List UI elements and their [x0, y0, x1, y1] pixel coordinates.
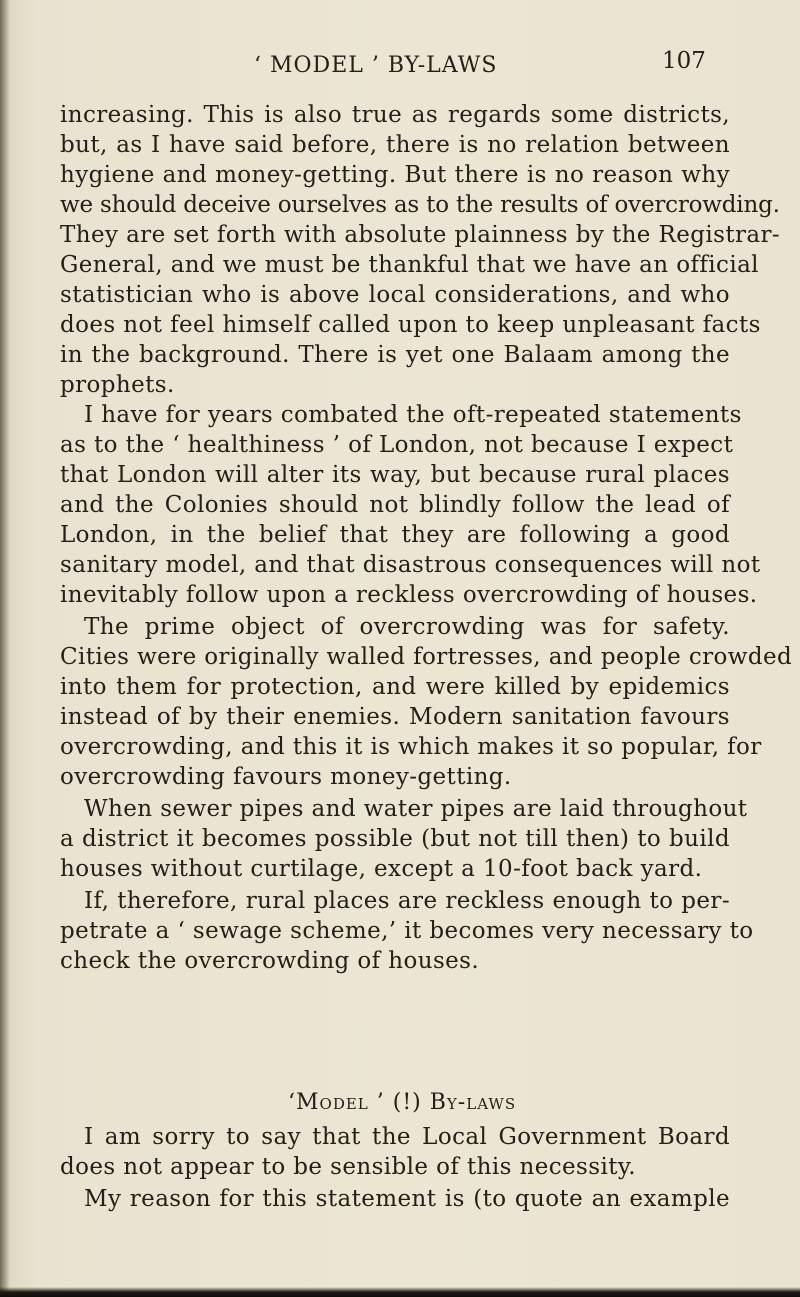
- text-line: petrate a ‘ sewage scheme,’ it becomes very necessary to: [60, 918, 754, 944]
- text-line: Cities were originally walled fortresses, and people crowded: [60, 644, 793, 670]
- text-line: inevitably follow upon a reckless overcrowding of houses.: [60, 582, 758, 608]
- text-line: in the background. There is yet one Balaam among the: [60, 342, 730, 368]
- text-line: statistician who is above local considerations, and who: [60, 282, 730, 308]
- running-head-title: ‘ MODEL ’ BY-LAWS: [254, 53, 498, 78]
- text-line: houses without curtilage, except a 10-foot back yard.: [60, 856, 703, 882]
- text-line: into them for protection, and were killed by epidemics: [60, 674, 730, 700]
- paragraph-start: The prime object of overcrowding was for safety.: [84, 614, 730, 640]
- text-line: London, in the belief that they are following a good: [60, 522, 730, 548]
- text-line: and the Colonies should not blindly follow the lead of: [60, 492, 730, 518]
- text-line: sanitary model, and that disastrous consequences will not: [60, 552, 761, 578]
- paragraph-start: I have for years combated the oft-repeated statements: [84, 402, 742, 428]
- paragraph-start: If, therefore, rural places are reckless enough to per-: [84, 888, 730, 914]
- text-line: overcrowding, and this it is which makes it so popular, for: [60, 734, 762, 760]
- paragraph-start: I am sorry to say that the Local Government Board: [84, 1124, 730, 1150]
- page-number: 107: [662, 48, 706, 74]
- running-head: [0, 0, 800, 90]
- text-line: instead of by their enemies. Modern sanitation favours: [60, 704, 730, 730]
- section-heading: ‘Model ’ (!) By-laws: [288, 1090, 517, 1115]
- text-line: but, as I have said before, there is no relation between: [60, 132, 730, 158]
- text-line: hygiene and money-getting. But there is no reason why: [60, 162, 730, 188]
- text-line: They are set forth with absolute plainness by the Registrar-: [60, 222, 781, 248]
- text-line: prophets.: [60, 372, 175, 398]
- text-line: overcrowding favours money-getting.: [60, 764, 512, 790]
- paragraph-start: When sewer pipes and water pipes are laid throughout: [84, 796, 748, 822]
- text-line: as to the ‘ healthiness ’ of London, not because I expect: [60, 432, 734, 458]
- text-line: General, and we must be thankful that we have an official: [60, 252, 759, 278]
- text-line: a district it becomes possible (but not till then) to build: [60, 826, 730, 852]
- page-bottom-edge: [0, 1287, 800, 1297]
- text-line: does not appear to be sensible of this necessity.: [60, 1154, 636, 1180]
- text-line: we should deceive ourselves as to the results of overcrowding.: [60, 192, 780, 218]
- gutter-shadow: [0, 0, 10, 1297]
- text-line: check the overcrowding of houses.: [60, 948, 480, 974]
- text-line: increasing. This is also true as regards some districts,: [60, 102, 730, 128]
- text-line: does not feel himself called upon to keep unpleasant facts: [60, 312, 761, 338]
- text-line: that London will alter its way, but because rural places: [60, 462, 730, 488]
- paragraph-start: My reason for this statement is (to quote an example: [84, 1186, 730, 1212]
